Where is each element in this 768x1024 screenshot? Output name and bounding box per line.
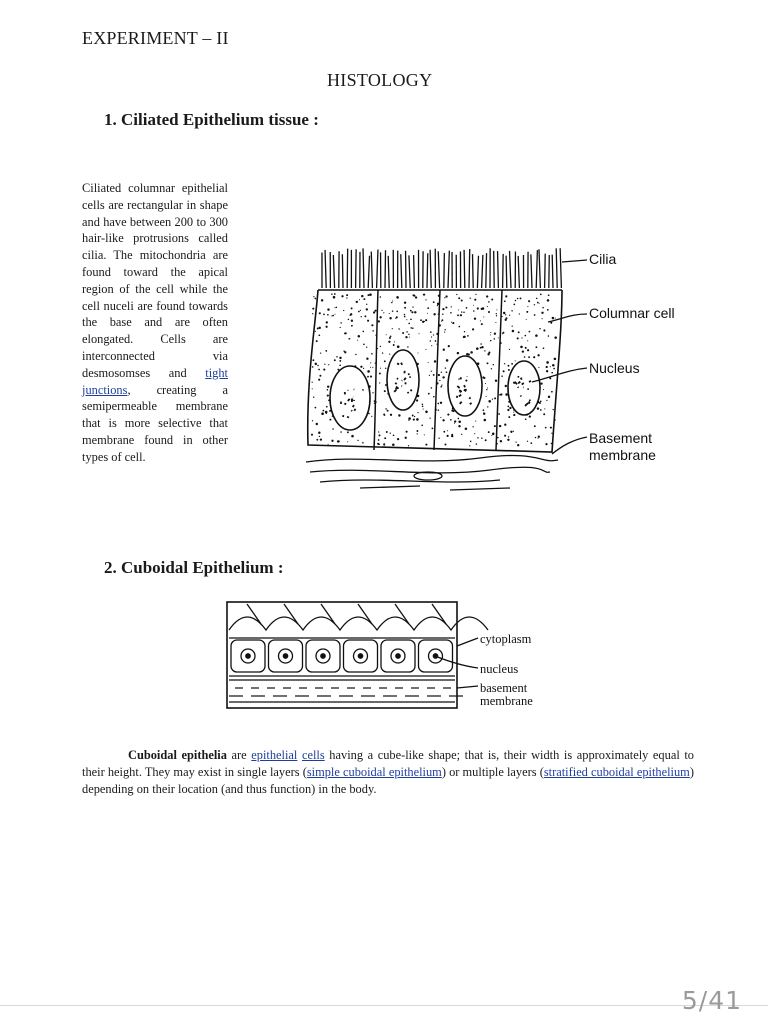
cuboidal-lead: Cuboidal epithelia: [128, 748, 227, 762]
cuboidal-description: [82, 747, 694, 798]
cuboidal-text-5: ) depending on their location (and thus function) in the body.: [82, 765, 694, 796]
experiment-label: EXPERIMENT – II: [82, 28, 229, 48]
cytoplasm-label: cytoplasm: [480, 632, 532, 646]
basement-membrane-illustration: [306, 455, 558, 490]
cuboidal-epithelium-figure: [225, 600, 555, 715]
cuboidal-text-1: are: [226, 748, 252, 762]
simple-cuboidal-link[interactable]: simple cuboidal epithelium: [306, 765, 442, 779]
cells-link[interactable]: cells: [301, 748, 325, 762]
cuboidal-text-4: ) or multiple layers (: [441, 765, 544, 779]
cuboidal-text-3: having a cube-like shape; that is, their width is approximately equal to their height. They may exist in single layers (: [82, 748, 694, 779]
ciliated-text-2: , creating a semipermeable membrane that is more selective that membrane found in other types of cell.: [82, 382, 228, 464]
epithelial-link[interactable]: epithelial: [251, 748, 298, 762]
page-indicator: 5/41: [681, 986, 742, 1015]
section-1-number: 1.: [104, 110, 117, 129]
ciliated-text-1: Ciliated columnar epithelial cells are rectangular in shape and have between 200 to 300 hair-like protrusions called cilia. The mitochondria are found toward the apical region of the cell while the cell nuceli are found towards the base and are often elongated. Cells are interconnected via desmosomses and: [82, 181, 228, 380]
nucleus-label: Nucleus: [589, 360, 640, 376]
footer-divider: [0, 1005, 768, 1006]
page-title: HISTOLOGY: [327, 70, 433, 90]
cuboidal-basement-membrane: [229, 676, 463, 702]
tight-junctions-link[interactable]: tight junctions: [82, 365, 228, 397]
section-1-heading: [104, 110, 319, 130]
cilia-label: Cilia: [589, 251, 617, 267]
ciliated-epithelium-figure: [300, 240, 700, 500]
cuboidal-nucleus-label: nucleus: [480, 662, 519, 676]
basement-label-2: membrane: [589, 447, 656, 463]
cuboidal-basement-label-1: basement: [480, 681, 528, 695]
section-2-title: Cuboidal Epithelium :: [121, 558, 284, 577]
ciliated-description: [82, 180, 228, 466]
upper-cell-layer: [229, 604, 488, 638]
section-2-number: 2.: [104, 558, 117, 577]
section-2-heading: [104, 558, 284, 578]
cuboidal-cells-row: [231, 640, 453, 672]
figure-frame: [227, 602, 457, 708]
cilia-illustration: [322, 248, 561, 288]
section-1-title: Ciliated Epithelium tissue :: [121, 110, 319, 129]
basement-label-1: Basement: [589, 430, 653, 446]
stratified-cuboidal-link[interactable]: stratified cuboidal epithelium: [543, 765, 690, 779]
cuboidal-basement-label-2: membrane: [480, 694, 533, 708]
columnar-cell-label: Columnar cell: [589, 305, 675, 321]
